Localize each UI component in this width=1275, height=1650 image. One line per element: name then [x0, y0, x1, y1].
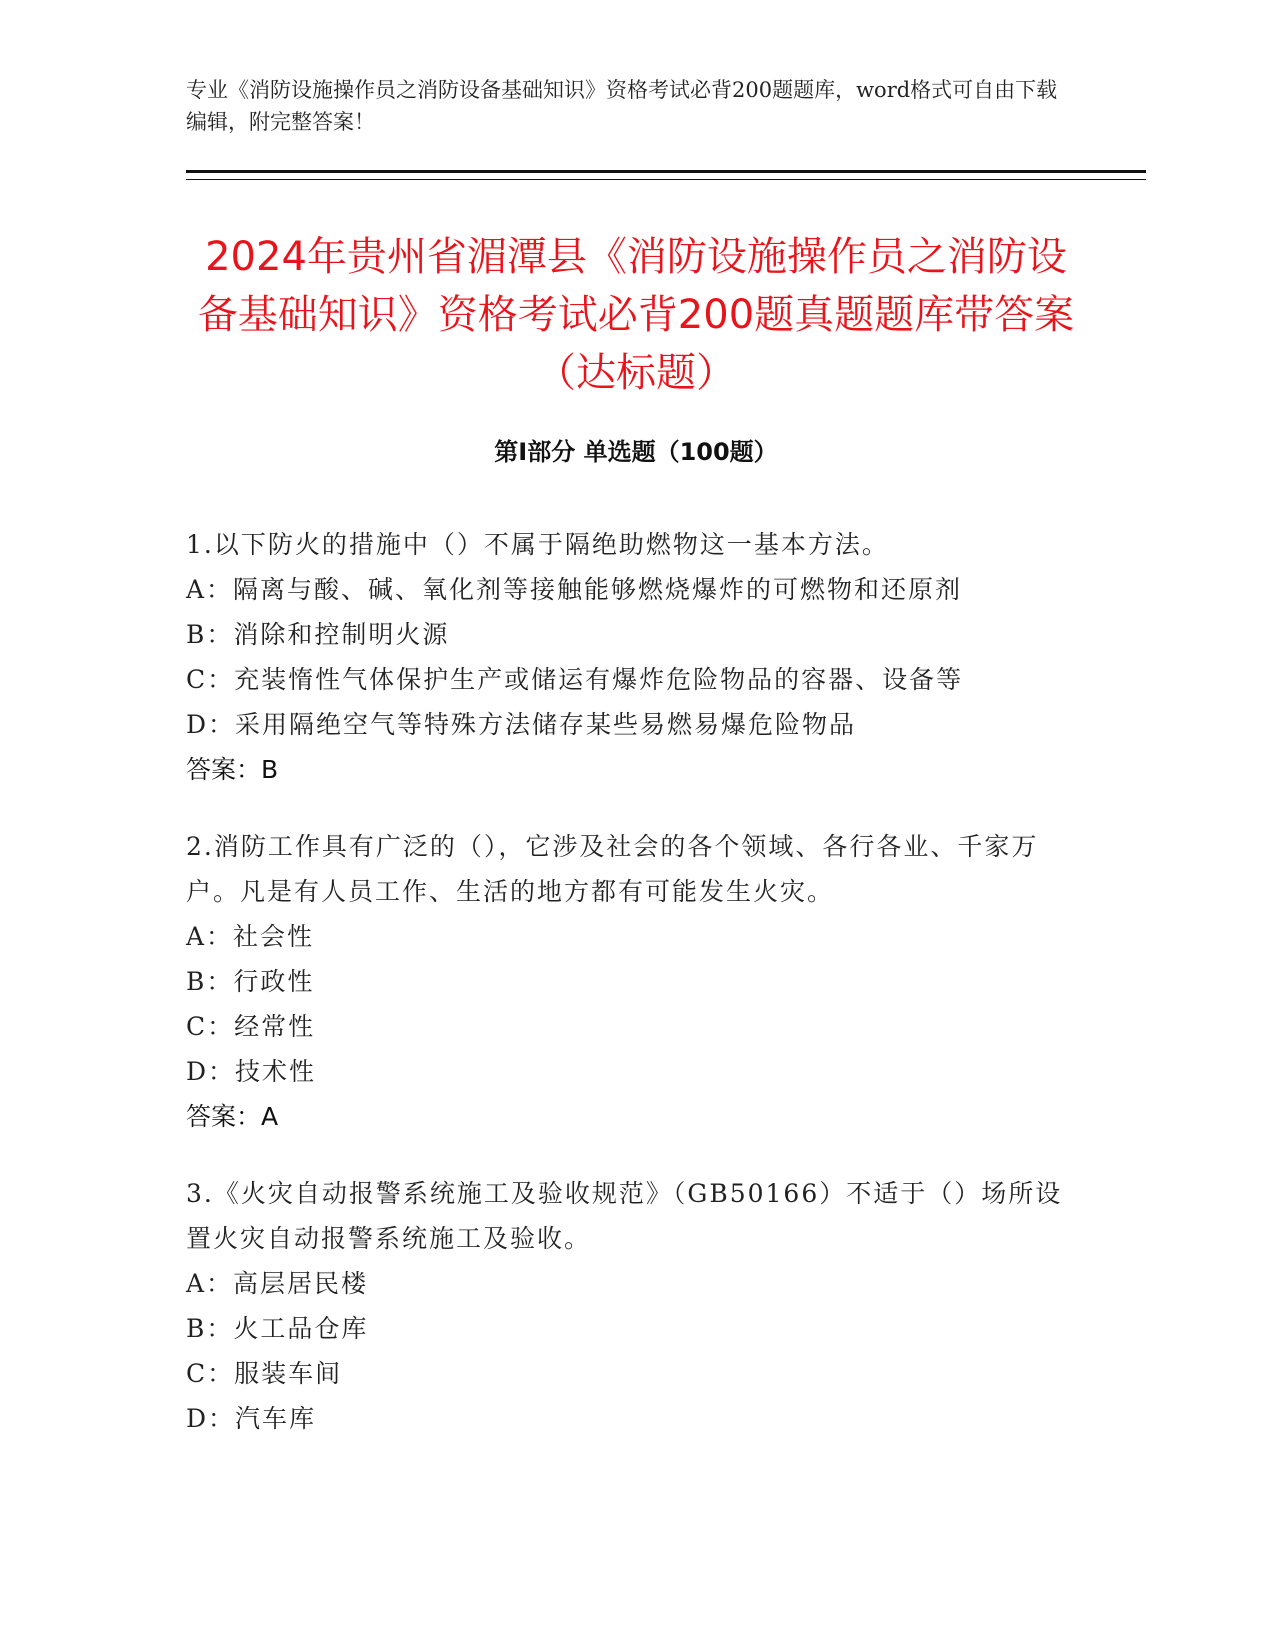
option-d: D：采用隔绝空气等特殊方法储存某些易燃易爆危险物品	[186, 710, 857, 739]
section-heading: 第I部分 单选题（100题）	[494, 438, 778, 466]
answer: 答案：A	[186, 1102, 279, 1131]
option-a: A：社会性	[186, 922, 315, 951]
option-d: D：汽车库	[186, 1404, 317, 1433]
document-title: 2024年贵州省湄潭县《消防设施操作员之消防设备基础知识》资格考试必背200题真题题库带答案（达标题）	[197, 234, 1075, 396]
question-2	[186, 824, 1076, 1139]
question-list	[186, 522, 1076, 1473]
header-rule-thick	[186, 170, 1146, 173]
header-rule-thin	[186, 179, 1146, 180]
option-b: B：火工品仓库	[186, 1314, 369, 1343]
option-c: C：经常性	[186, 1012, 316, 1041]
option-a: A：高层居民楼	[186, 1269, 369, 1298]
option-b: B：消除和控制明火源	[186, 620, 450, 649]
option-c: C：服装车间	[186, 1359, 343, 1388]
question-stem: 2.消防工作具有广泛的（），它涉及社会的各个领域、各行各业、千家万户。凡是有人员工作、生活的地方都有可能发生火灾。	[186, 832, 1039, 906]
option-c: C：充装惰性气体保护生产或储运有爆炸危险物品的容器、设备等	[186, 665, 964, 694]
answer: 答案：B	[186, 755, 279, 784]
question-stem: 1.以下防火的措施中（）不属于隔绝助燃物这一基本方法。	[186, 530, 889, 559]
option-d: D：技术性	[186, 1057, 317, 1086]
question-1	[186, 522, 1076, 792]
header-note: 专业《消防设施操作员之消防设备基础知识》资格考试必背200题题库，word格式可自由下载编辑，附完整答案！	[186, 78, 1058, 134]
question-3	[186, 1171, 1076, 1441]
option-a: A：隔离与酸、碱、氧化剂等接触能够燃烧爆炸的可燃物和还原剂	[186, 575, 963, 604]
option-b: B：行政性	[186, 967, 315, 996]
question-stem: 3.《火灾自动报警系统施工及验收规范》（GB50166）不适于（）场所设置火灾自动报警系统施工及验收。	[186, 1179, 1063, 1253]
